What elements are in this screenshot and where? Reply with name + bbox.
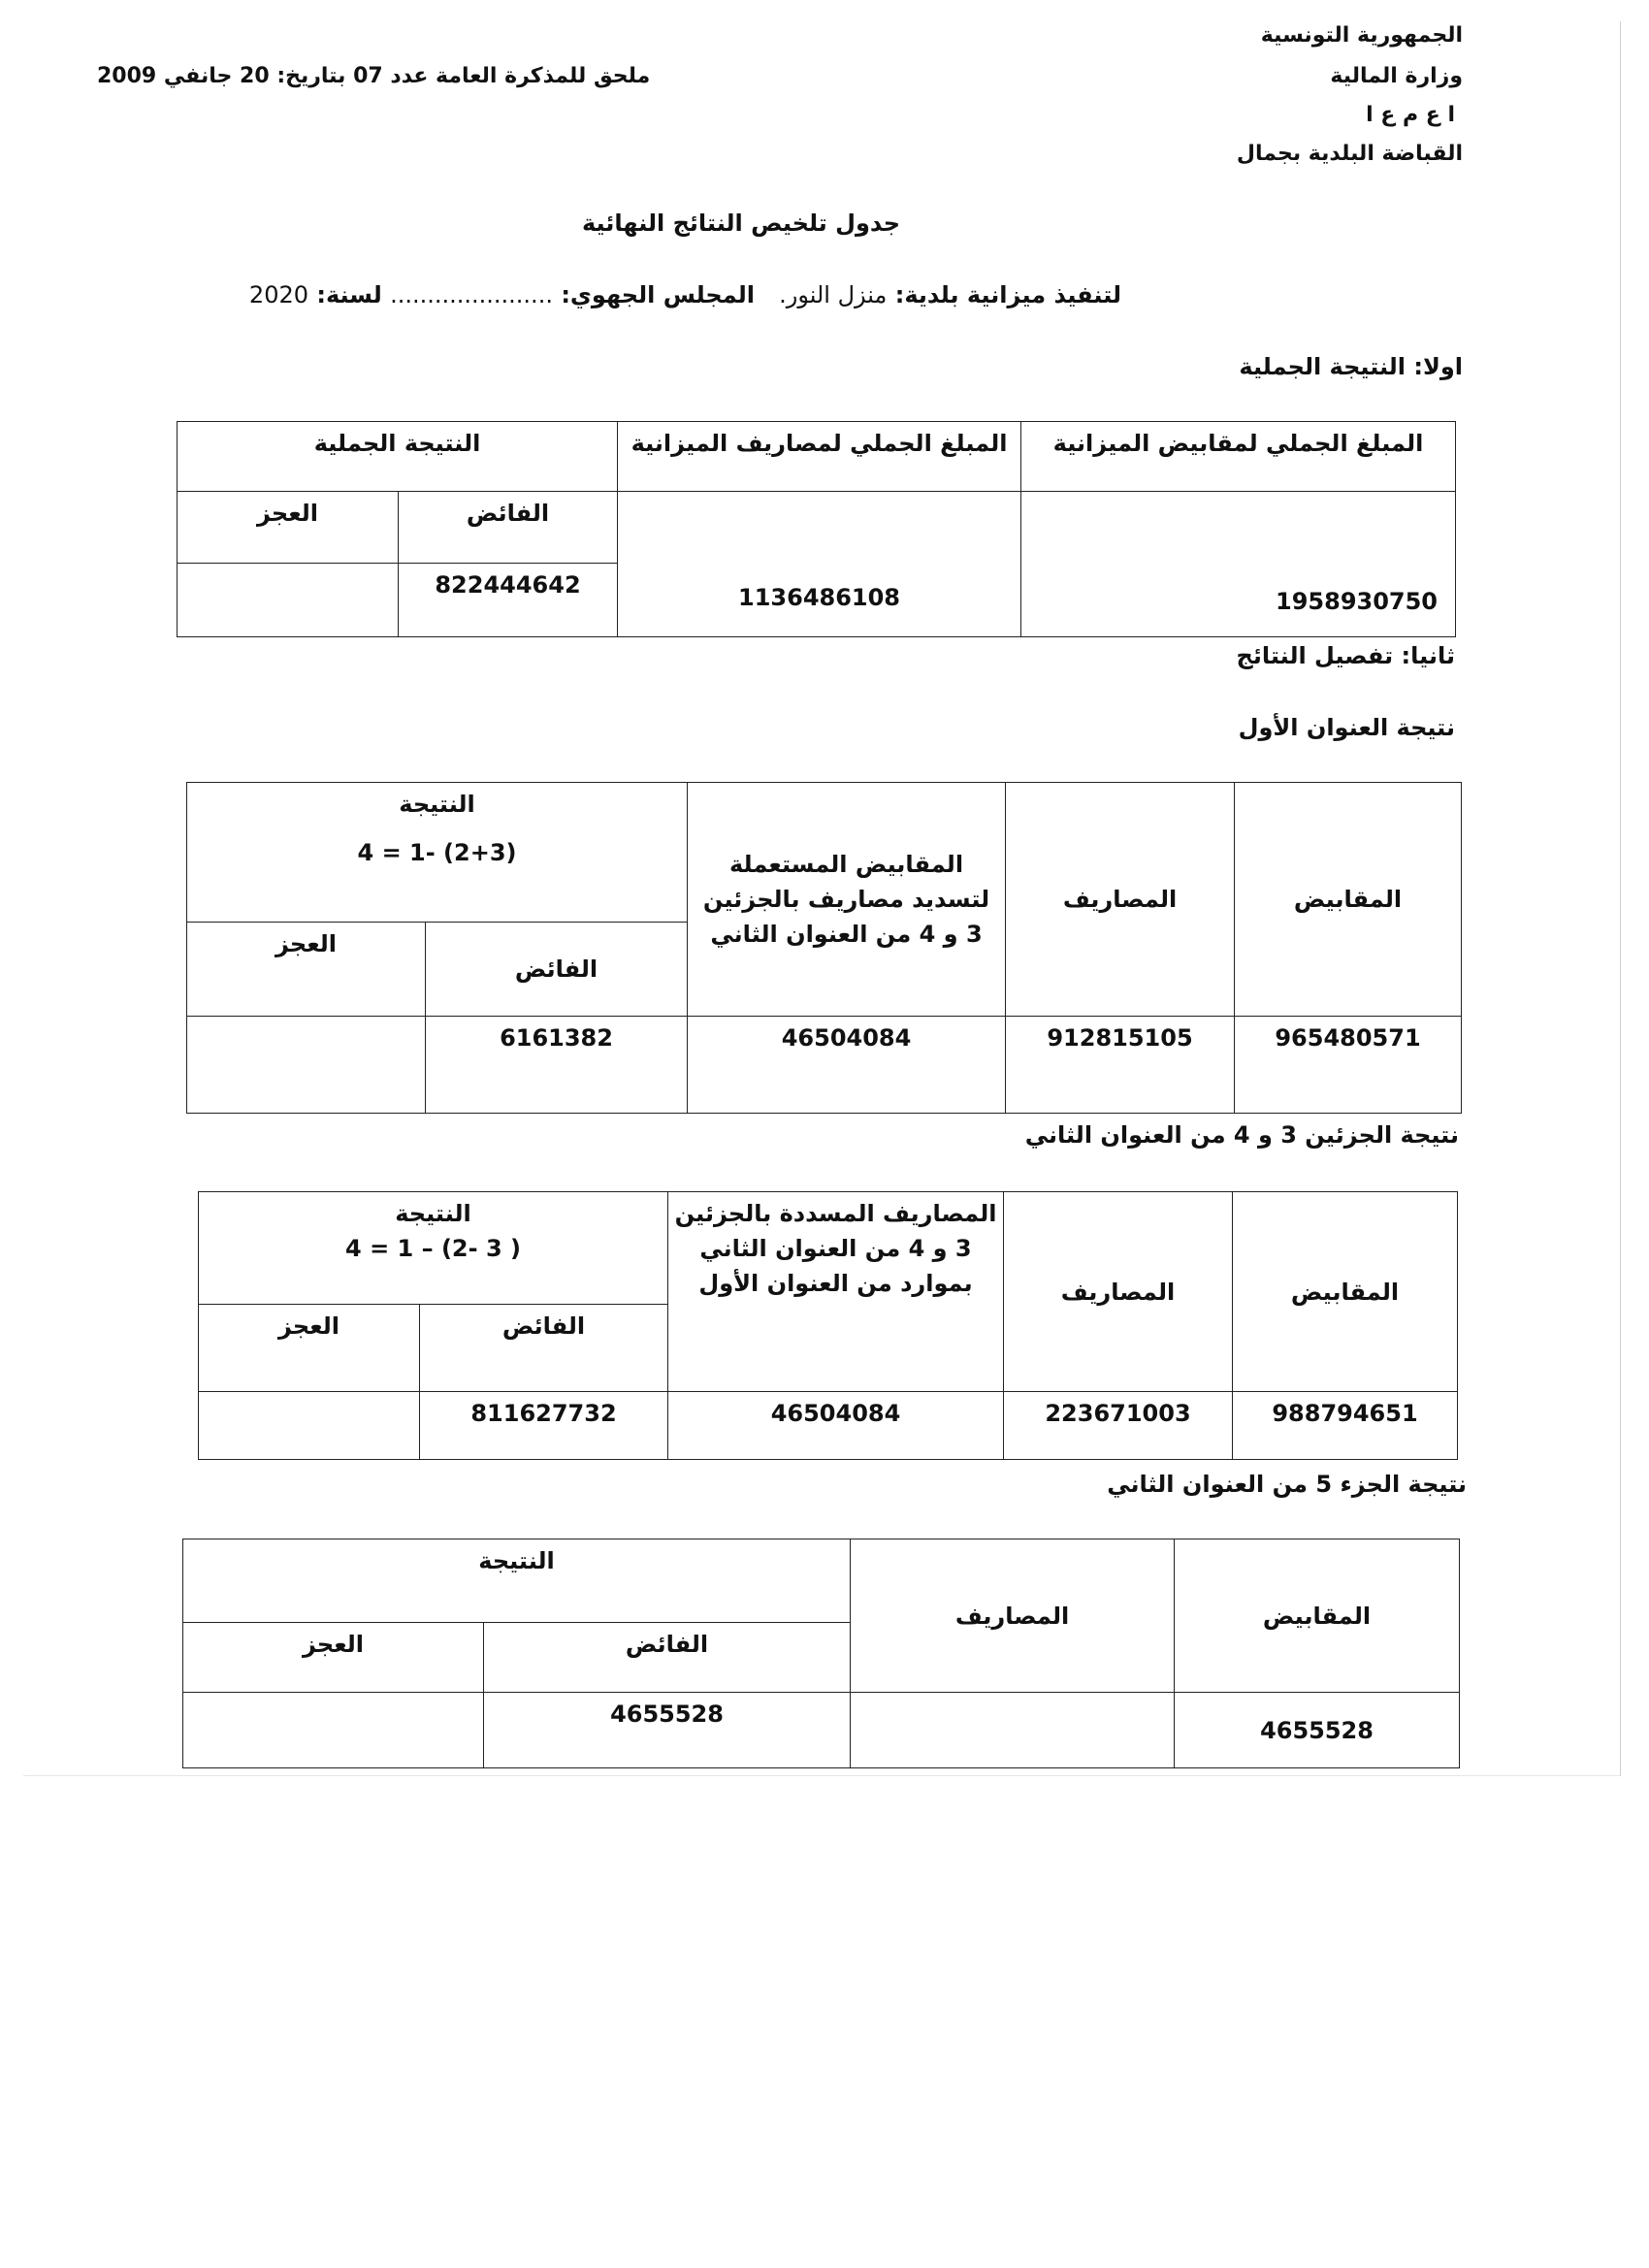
p5-value-receipts: 4655528 [1175,1693,1460,1768]
p34-header-surplus: الفائض [420,1305,668,1392]
t1-value-receipts: 965480571 [1235,1016,1462,1113]
header-ministry: وزارة المالية [1330,64,1463,88]
section1-heading: اولا: النتيجة الجملية [1239,353,1463,380]
page-title: جدول تلخيص النتائج النهائية [582,210,901,237]
council-dots: ...................... [390,281,553,308]
municipality-name: منزل النور. [779,281,888,308]
p5-header-surplus: الفائض [484,1623,851,1693]
value-total-receipts: 1958930750 [1021,492,1456,637]
p34-header-expenses: المصاريف [1004,1192,1233,1392]
t1-header-expenses: المصاريف [1006,783,1235,1017]
title1-heading: نتيجة العنوان الأول [1238,714,1455,741]
overall-result-table [177,421,1456,637]
p5-header-deficit: العجز [183,1623,484,1693]
t1-header-receipts: المقابيض [1235,783,1462,1017]
p34-value-surplus: 811627732 [420,1392,668,1460]
header-abbreviation: ا ع م ع ا [1366,103,1455,127]
p34-header-receipts: المقابيض [1233,1192,1458,1392]
year-value: 2020 [248,281,308,308]
p5-value-expenses [851,1693,1175,1768]
p34-header-deficit: العجز [199,1305,420,1392]
p34-header-result: النتيجة 4 = 1 – (2- 3 ) [199,1192,668,1305]
year-label: لسنة: [316,281,382,308]
p34-value-expenses: 223671003 [1004,1392,1233,1460]
budget-label: لتنفيذ ميزانية بلدية: [894,281,1121,308]
annex-reference: ملحق للمذكرة العامة عدد 07 بتاريخ: 20 جانفي 2009 [97,64,651,88]
t1-header-surplus: الفائض [426,923,688,1016]
t1-value-expenses: 912815105 [1006,1016,1235,1113]
t1-value-used-receipts: 46504084 [688,1016,1006,1113]
value-deficit [178,564,399,637]
part5-result-table [182,1539,1460,1768]
value-surplus: 822444642 [399,564,618,637]
t1-value-surplus: 6161382 [426,1016,688,1113]
title1-result-table [186,782,1462,1114]
header-republic: الجمهورية التونسية [1260,23,1463,48]
p5-header-result: النتيجة [183,1539,851,1623]
p5-value-surplus: 4655528 [484,1693,851,1768]
section2-heading: ثانيا: تفصيل النتائج [1236,642,1455,669]
header-overall-result: النتيجة الجملية [178,422,618,492]
p5-header-expenses: المصاريف [851,1539,1175,1693]
p34-value-receipts: 988794651 [1233,1392,1458,1460]
t1-header-result: النتيجة 4 = 1- (2+3) [187,783,688,923]
t1-header-deficit: العجز [187,923,426,1016]
t1-header-used-receipts: المقابيض المستعملة لتسديد مصاريف بالجزئين 3 و 4 من العنوان الثاني [688,783,1006,1017]
t1-value-deficit [187,1016,426,1113]
parts34-heading: نتيجة الجزئين 3 و 4 من العنوان الثاني [1024,1121,1459,1149]
parts34-result-table [198,1191,1458,1460]
p5-header-receipts: المقابيض [1175,1539,1460,1693]
p34-header-paid-expenses: المصاريف المسددة بالجزئين 3 و 4 من العنوان الثاني بموارد من العنوان الأول [668,1192,1004,1392]
header-office: القباضة البلدية بجمال [1236,142,1463,166]
p34-value-deficit [199,1392,420,1460]
header-deficit: العجز [178,492,399,564]
value-total-expenses: 1136486108 [618,492,1021,637]
part5-heading: نتيجة الجزء 5 من العنوان الثاني [1107,1471,1467,1498]
p5-value-deficit [183,1693,484,1768]
header-total-receipts: المبلغ الجملي لمقابيض الميزانية [1021,422,1456,492]
budget-subtitle [249,281,1121,308]
council-label: المجلس الجهوي: [561,281,756,308]
header-surplus: الفائض [399,492,618,564]
p34-value-paid-expenses: 46504084 [668,1392,1004,1460]
header-total-expenses: المبلغ الجملي لمصاريف الميزانية [618,422,1021,492]
